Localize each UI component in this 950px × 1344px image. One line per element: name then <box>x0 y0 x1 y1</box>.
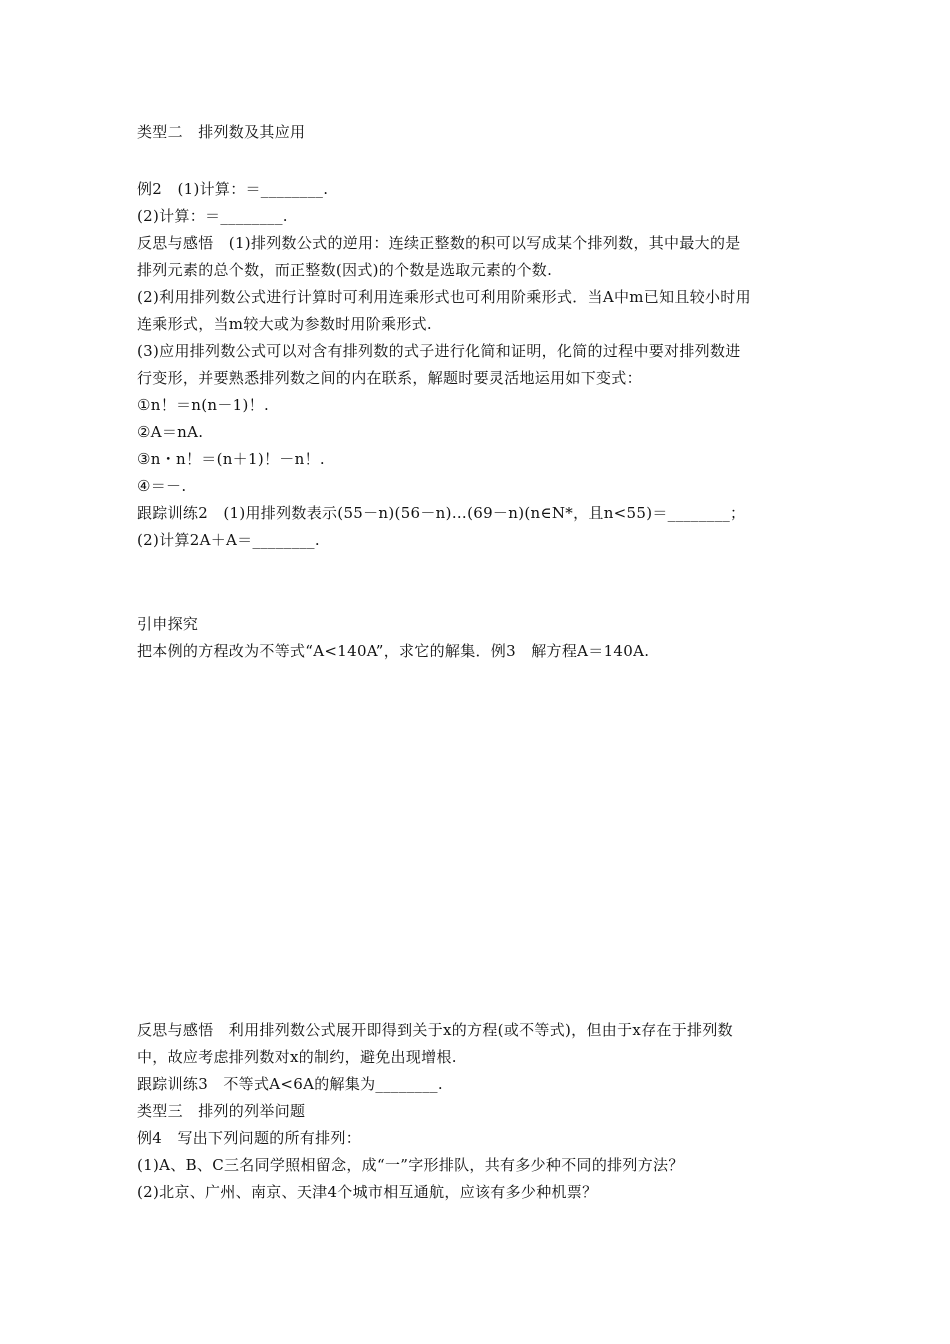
reflection-2-line-1: (2)利用排列数公式进行计算时可利用连乘形式也可利用阶乘形式．当A中m已知且较小时用 <box>137 288 751 306</box>
example-4-intro: 例4 写出下列问题的所有排列： <box>137 1129 362 1147</box>
reflection-3-line-2: 行变形，并要熟悉排列数之间的内在联系，解题时要灵活地运用如下变式： <box>137 369 642 387</box>
identity-3: ③n・n！＝(n＋1)！－n！. <box>137 450 325 468</box>
identity-1: ①n！＝n(n－1)！. <box>137 396 270 414</box>
reflection-4-line-1: 反思与感悟 利用排列数公式展开即得到关于x的方程(或不等式)，但由于x存在于排列数 <box>137 1021 733 1039</box>
reflection-4-line-2: 中，故应考虑排列数对x的制约，避免出现增根. <box>137 1048 457 1066</box>
extension-and-example-3: 把本例的方程改为不等式“A<140A”，求它的解集．例3 解方程A＝140A. <box>137 642 650 660</box>
example-4-part-1: (1)A、B、C三名同学照相留念，成“一”字形排队，共有多少种不同的排列方法？ <box>137 1156 684 1174</box>
reflection-1-line-1: 反思与感悟 (1)排列数公式的逆用：连续正整数的积可以写成某个排列数，其中最大的是 <box>137 234 741 252</box>
section-heading-type-3: 类型三 排列的列举问题 <box>137 1102 306 1120</box>
identity-4: ④＝－. <box>137 477 187 495</box>
example-4-part-2: (2)北京、广州、南京、天津4个城市相互通航，应该有多少种机票？ <box>137 1183 598 1201</box>
practice-3: 跟踪训练3 不等式A<6A的解集为________. <box>137 1075 443 1093</box>
reflection-1-line-2: 排列元素的总个数，而正整数(因式)的个数是选取元素的个数. <box>137 261 553 279</box>
section-heading-type-2: 类型二 排列数及其应用 <box>137 123 306 141</box>
reflection-2-line-2: 连乘形式，当m较大或为参数时用阶乘形式. <box>137 315 432 333</box>
practice-2-part-1: 跟踪训练2 (1)用排列数表示(55－n)(56－n)…(69－n)(n∈N*，且n<55)＝________； <box>137 504 746 522</box>
extension-heading: 引申探究 <box>137 615 199 633</box>
example-2-part-1: 例2 (1)计算：＝________. <box>137 180 329 198</box>
reflection-3-line-1: (3)应用排列数公式可以对含有排列数的式子进行化简和证明，化简的过程中要对排列数进 <box>137 342 741 360</box>
practice-2-part-2: (2)计算2A＋A＝________. <box>137 531 320 549</box>
identity-2: ②A＝nA. <box>137 423 204 441</box>
example-2-part-2: (2)计算：＝________. <box>137 207 288 225</box>
